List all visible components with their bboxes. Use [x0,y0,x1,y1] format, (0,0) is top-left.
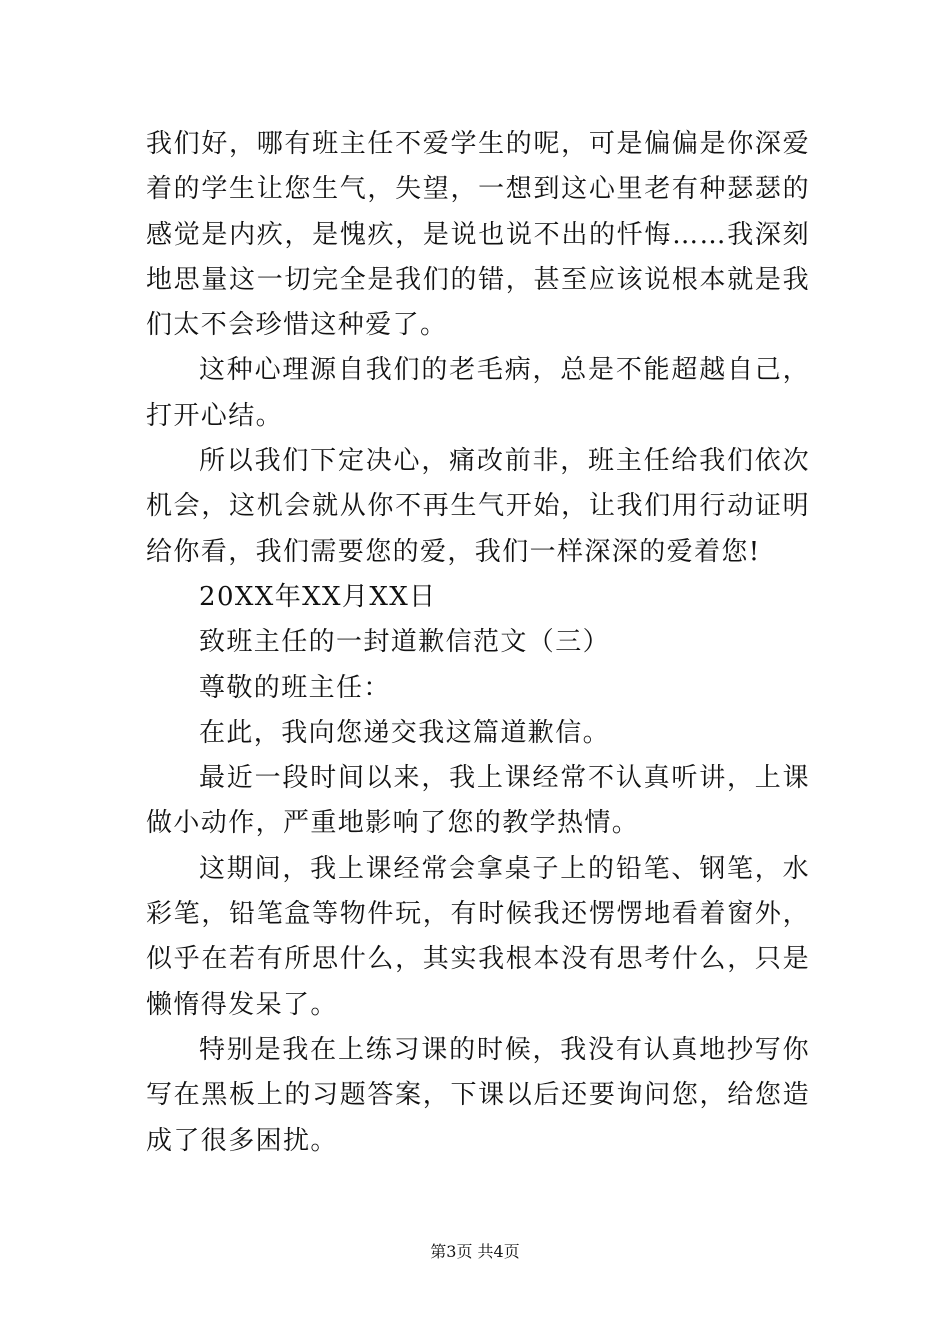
letter-date: 20XX年XX月XX日 [199,581,437,612]
document-body [146,122,810,1164]
paragraph-practice-class: 特别是我在上练习课的时候，我没有认真地抄写你写在黑板上的习题答案，下课以后还要询问您，给您造成了很多困扰。 [146,1034,810,1156]
paragraph-details: 这期间，我上课经常会拿桌子上的铅笔、钢笔，水彩笔，铅笔盒等物件玩，有时候我还愣愣地看着窗外，似乎在若有所思什么，其实我根本没有思考什么，只是懒惰得发呆了。 [146,853,810,1020]
paragraph-resolution: 所以我们下定决心，痛改前非，班主任给我们依次机会，这机会就从你不再生气开始，让我们用行动证明给你看，我们需要您的爱，我们一样深深的爱着您! [146,446,810,567]
paragraph-intro: 在此，我向您递交我这篇道歉信。 [199,717,611,748]
letter-salutation: 尊敬的班主任： [199,672,391,703]
section-title: 致班主任的一封道歉信范文（三） [199,627,611,658]
paragraph-old-habits: 这种心理源自我们的老毛病，总是不能超越自己，打开心结。 [146,355,810,431]
paragraph-continuation: 我们好，哪有班主任不爱学生的呢，可是偏偏是你深爱着的学生让您生气，失望，一想到这心里老有种瑟瑟的感觉是内疚，是愧疚，是说也说不出的忏悔……我深刻地思量这一切完全是我们的错，甚至应该说根本就是我们太不会珍惜这种爱了。 [146,129,810,341]
paragraph-recent-behavior: 最近一段时间以来，我上课经常不认真听讲，上课做小动作，严重地影响了您的教学热情。 [146,763,810,839]
page-number-footer: 第3页 共4页 [430,1242,520,1261]
